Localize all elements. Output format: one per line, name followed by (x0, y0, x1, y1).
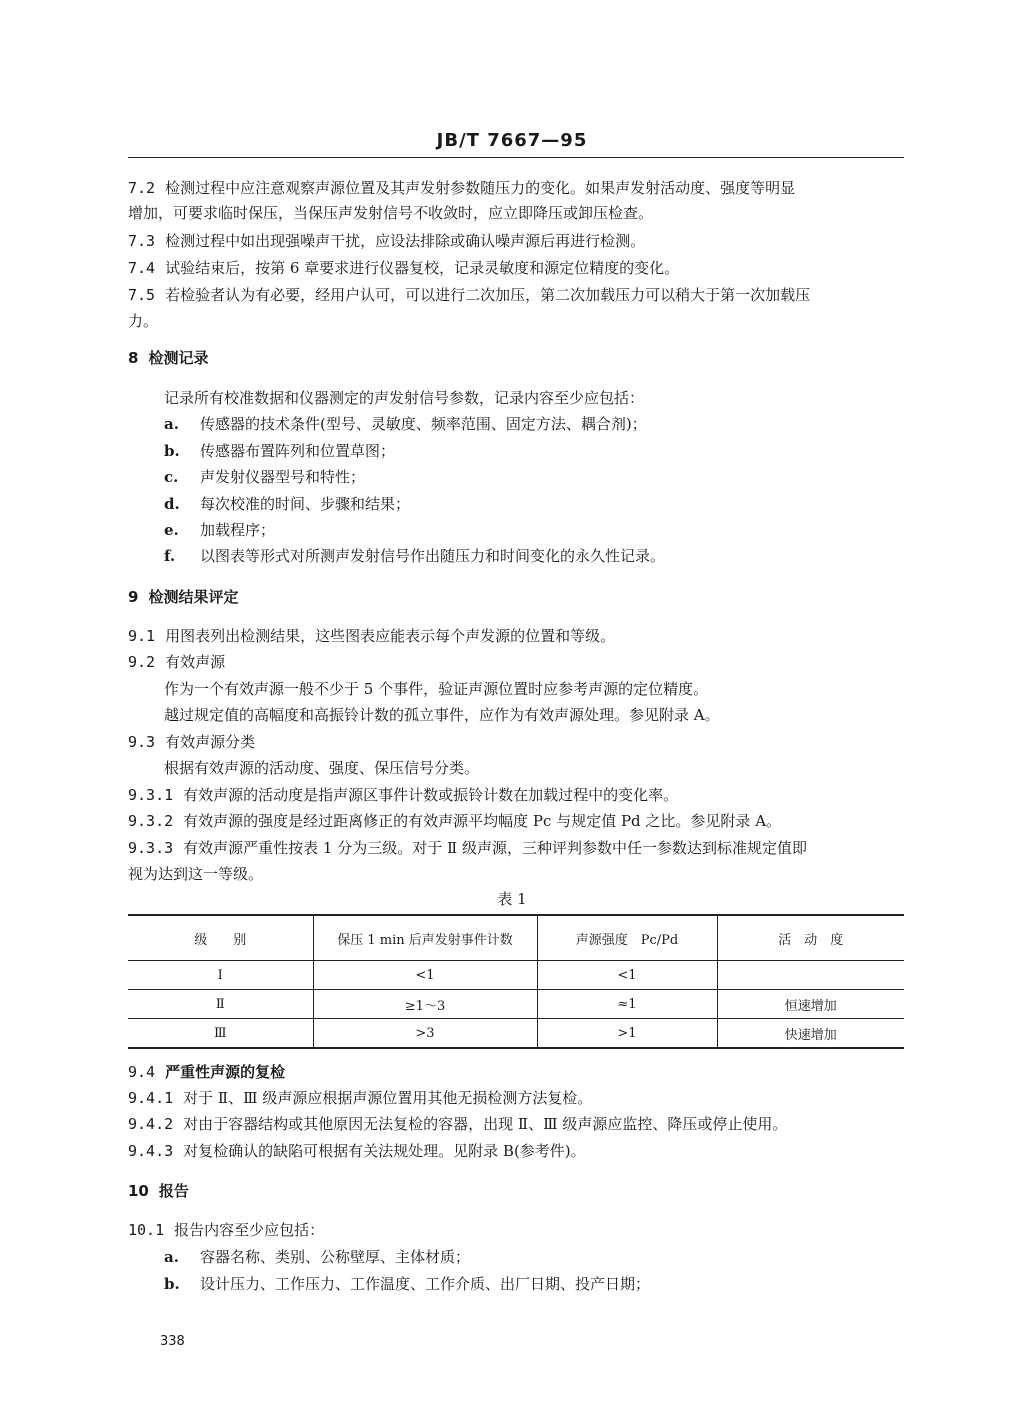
table-header-cell: 声源强度 Pc/Pd (537, 915, 717, 961)
list-item: b. 传感器布置阵列和位置草图； (164, 442, 396, 460)
clause-9-3-para: 根据有效声源的活动度、强度、保压信号分类。 (164, 759, 480, 777)
table-cell: ≥1～3 (313, 990, 537, 1019)
table-cell: <1 (313, 961, 537, 990)
table-cell: Ⅲ (128, 1019, 313, 1049)
clause-9-2-para-1: 作为一个有效声源一般不少于 5 个事件，验证声源位置时应参考声源的定位精度。 (164, 680, 709, 698)
clause-9-3-title: 9.3 有效声源分类 (128, 733, 256, 751)
table-header-row (128, 915, 904, 961)
clause-9-2-title: 9.2 有效声源 (128, 653, 226, 671)
table-row (128, 1019, 904, 1049)
list-item: c. 声发射仪器型号和特性； (164, 468, 366, 486)
section-number: 8 (128, 349, 139, 367)
table-cell: Ⅰ (128, 961, 313, 990)
clause-number: 7.4 (128, 259, 156, 277)
clause-text: 检测过程中应注意观察声源位置及其声发射参数随压力的变化。如果声发射活动度、强度等明显 (165, 179, 796, 197)
clause-10-1: 10.1 报告内容至少应包括： (128, 1221, 325, 1239)
section-title: 报告 (158, 1182, 189, 1200)
list-item: a. 容器名称、类别、公称壁厚、主体材质； (164, 1248, 471, 1266)
clause-9-3-3-line-1: 9.3.3 有效声源严重性按表 1 分为三级。对于 Ⅱ 级声源，三种评判参数中任一参数达到标准规定值即 (128, 839, 807, 857)
clause-9-4-3: 9.4.3 对复检确认的缺陷可根据有关法规处理。见附录 B(参考件)。 (128, 1142, 586, 1160)
table-cell: >3 (313, 1019, 537, 1049)
page-number: 338 (160, 1334, 185, 1349)
severity-table (128, 914, 904, 1049)
table-cell: ≈1 (537, 990, 717, 1019)
clause-9-3-1: 9.3.1 有效声源的活动度是指声源区事件计数或振铃计数在加载过程中的变化率。 (128, 786, 679, 804)
list-item: a. 传感器的技术条件(型号、灵敏度、频率范围、固定方法、耦合剂)； (164, 415, 647, 433)
clause-7-2-line-2: 增加，可要求临时保压，当保压声发射信号不收敛时，应立即降压或卸压检查。 (128, 204, 654, 222)
clause-7-4 (128, 258, 679, 278)
clause-text: 检测过程中如出现强噪声干扰，应设法排除或确认噪声源后再进行检测。 (165, 232, 646, 250)
table-cell: 快速增加 (784, 1027, 837, 1043)
clause-9-4-2: 9.4.2 对由于容器结构或其他原因无法复检的容器，出现 Ⅱ、Ⅲ 级声源应监控、降压或停止使用。 (128, 1115, 788, 1133)
table-header-cell: 保压 1 min 后声发射事件计数 (313, 915, 537, 961)
table-caption: 表 1 (497, 890, 527, 908)
section-title: 检测结果评定 (148, 588, 239, 606)
clause-7-3 (128, 231, 645, 251)
standard-number: JB/T 7667—95 (436, 130, 588, 151)
clause-7-2-line-1 (128, 178, 795, 198)
table-cell: 恒速增加 (717, 990, 904, 1019)
section-title: 检测记录 (148, 349, 209, 367)
table-cell: >1 (537, 1019, 717, 1049)
list-item: e. 加载程序； (164, 521, 276, 539)
table-cell: <1 (537, 961, 717, 990)
clause-text: 若检验者认为有必要，经用户认可，可以进行二次加压，第二次加载压力可以稍大于第一次加载压 (165, 286, 811, 304)
section-10-heading (128, 1181, 189, 1201)
section-8-heading (128, 348, 208, 368)
list-item: f. 以图表等形式对所测声发射信号作出随压力和时间变化的永久性记录。 (164, 547, 666, 565)
table-cell (717, 961, 904, 990)
clause-9-3-2: 9.3.2 有效声源的强度是经过距离修正的有效声源平均幅度 Pc 与规定值 Pd 之比。参见附录 A。 (128, 812, 782, 830)
section-9-heading (128, 587, 238, 607)
list-item: b. 设计压力、工作压力、工作温度、工作介质、出厂日期、投产日期； (164, 1275, 651, 1293)
section-8-intro: 记录所有校准数据和仪器测定的声发射信号参数，记录内容至少应包括： (164, 389, 645, 407)
clause-7-5-line-1 (128, 285, 810, 305)
clause-9-2-para-2: 越过规定值的高幅度和高振铃计数的孤立事件，应作为有效声源处理。参见附录 A。 (164, 706, 720, 724)
table-row (128, 990, 904, 1019)
clause-7-5-line-2: 力。 (128, 312, 159, 330)
clause-number: 7.2 (128, 179, 156, 197)
table-cell: Ⅱ (128, 990, 313, 1019)
table-row (128, 961, 904, 990)
clause-9-3-3-line-2: 视为达到这一等级。 (128, 865, 264, 883)
clause-number: 7.3 (128, 232, 156, 250)
header-rule (128, 157, 904, 158)
section-number: 10 (128, 1182, 149, 1200)
section-number: 9 (128, 588, 139, 606)
list-item: d. 每次校准的时间、步骤和结果； (164, 495, 411, 513)
clause-9-4: 9.4 严重性声源的复检 (128, 1063, 286, 1081)
table-header-cell: 活 动 度 (717, 915, 904, 961)
table-header-cell: 级 别 (128, 915, 313, 961)
clause-number: 7.5 (128, 286, 156, 304)
clause-text: 试验结束后，按第 6 章要求进行仪器复校，记录灵敏度和源定位精度的变化。 (165, 259, 680, 277)
clause-9-4-1: 9.4.1 对于 Ⅱ、Ⅲ 级声源应根据声源位置用其他无损检测方法复检。 (128, 1089, 593, 1107)
clause-9-1: 9.1 用图表列出检测结果，这些图表应能表示每个声发源的位置和等级。 (128, 627, 616, 645)
